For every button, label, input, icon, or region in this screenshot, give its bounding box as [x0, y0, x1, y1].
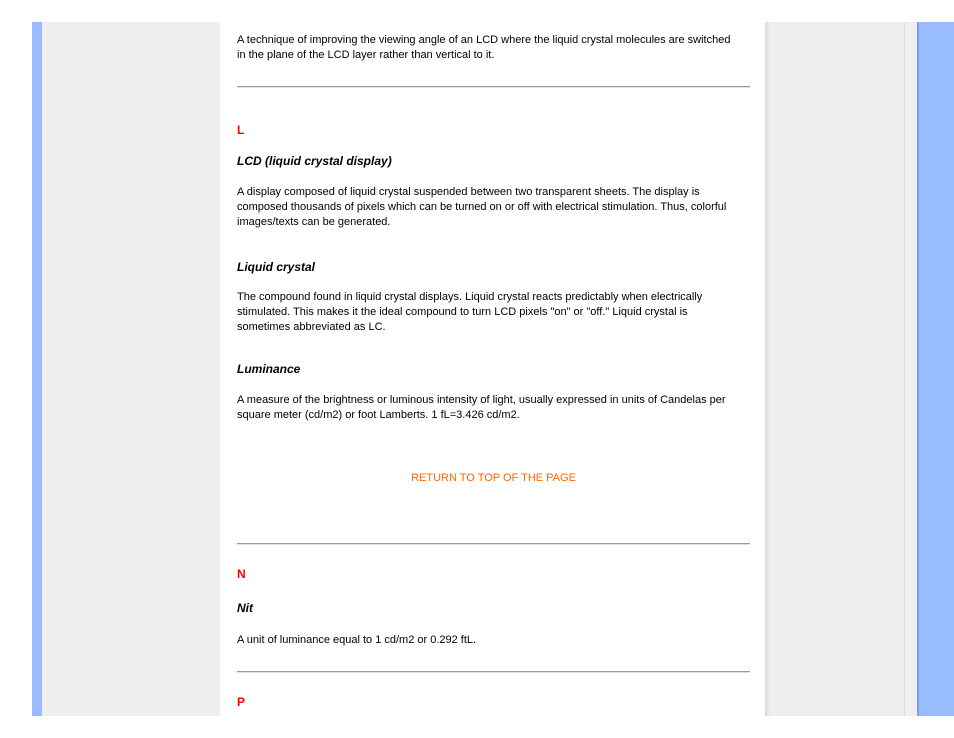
section-divider	[237, 86, 750, 88]
definition-liquid-crystal: The compound found in liquid crystal displays. Liquid crystal reacts predictably when electrically stimulated. This makes it the ideal compound to turn LCD pixels "on" or "off." Liquid crystal is sometimes abbreviated as LC.	[237, 291, 703, 333]
glossary-content	[220, 22, 765, 716]
left-margin-panel	[42, 22, 220, 716]
right-accent-bar	[917, 22, 954, 716]
section-divider	[237, 543, 750, 545]
term-liquid-crystal: Liquid crystal	[237, 260, 316, 274]
term-nit: Nit	[237, 601, 253, 615]
definition-nit: A unit of luminance equal to 1 cd/m2 or 0.292 ftL.	[237, 634, 477, 646]
term-luminance: Luminance	[237, 362, 301, 376]
section-letter-p: P	[237, 695, 246, 709]
section-letter-l: L	[237, 123, 245, 137]
section-letter-n: N	[237, 567, 246, 581]
definition-luminance: A measure of the brightness or luminous intensity of light, usually expressed in units of Candelas per square meter (cd/m2) or foot Lamberts. 1 fL=3.426 cd/m2.	[237, 394, 726, 421]
section-divider	[237, 671, 750, 673]
definition-lcd: A display composed of liquid crystal suspended between two transparent sheets. The display is composed thousands of pixels which can be turned on or off with electrical stimulation. Thus, colorful images/texts can be generated.	[237, 186, 727, 228]
term-lcd: LCD (liquid crystal display)	[237, 154, 392, 168]
ips-definition: A technique of improving the viewing angle of an LCD where the liquid crystal molecules are switched in the plane of the LCD layer rather than vertical to it.	[237, 34, 731, 61]
right-margin-panel	[765, 22, 917, 716]
return-to-top-link[interactable]: RETURN TO TOP OF THE PAGE	[411, 472, 576, 484]
left-accent-bar	[32, 22, 42, 716]
right-panel-divider	[904, 22, 905, 716]
